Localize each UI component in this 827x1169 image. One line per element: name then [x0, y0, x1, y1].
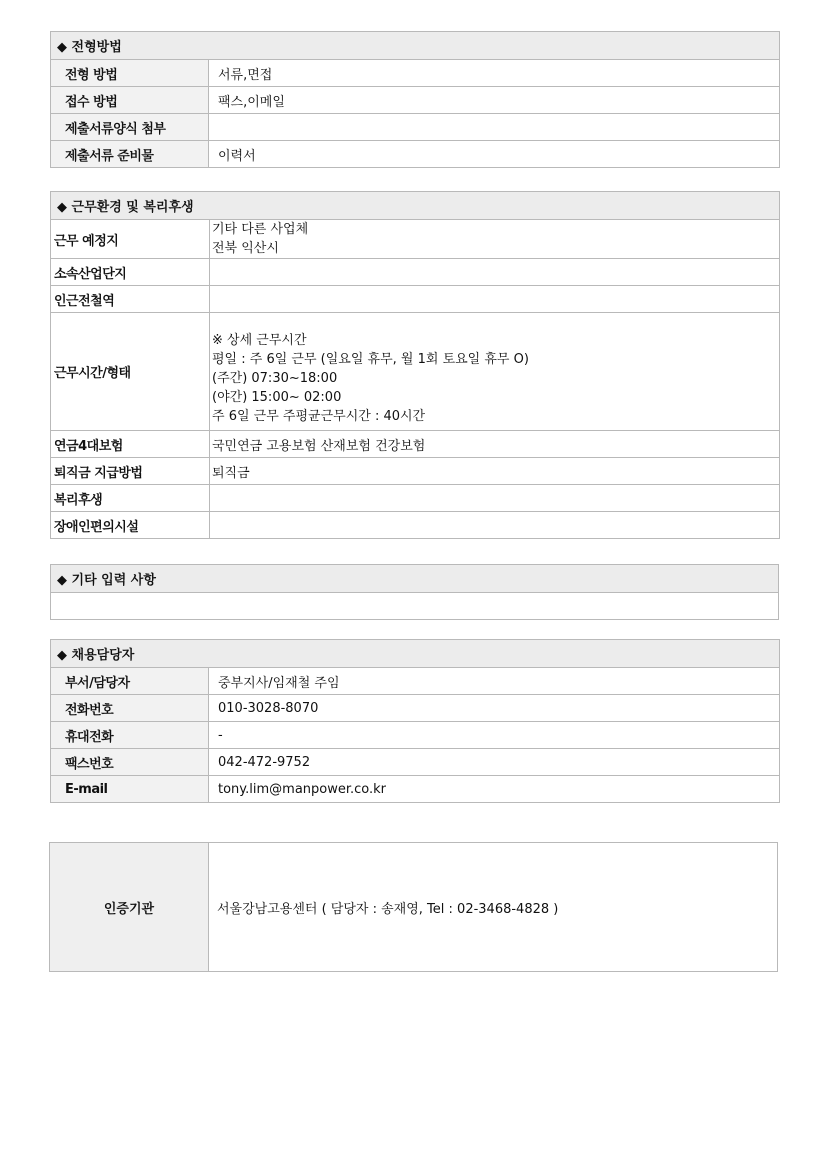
insurance-label: 연금4대보험	[51, 431, 210, 458]
nearby-station-label: 인근전철역	[51, 286, 210, 313]
document-form-label: 제출서류양식 첨부	[51, 114, 209, 141]
certification-label: 인증기관	[50, 843, 209, 972]
severance-label: 퇴직금 지급방법	[51, 458, 210, 485]
nearby-station-value	[210, 286, 780, 313]
email-label: E-mail	[51, 776, 209, 803]
work-hours-label: 근무시간/형태	[51, 313, 210, 431]
mobile-value: -	[209, 722, 780, 749]
department-label: 부서/담당자	[51, 668, 209, 695]
work-location-line: 전북 익산시	[212, 241, 279, 256]
welfare-value	[210, 485, 780, 512]
recruiter-contact-table	[50, 639, 780, 803]
insurance-value: 국민연금 고용보험 산재보험 건강보험	[210, 431, 780, 458]
fax-label: 팩스번호	[51, 749, 209, 776]
selection-method-table	[50, 31, 780, 168]
work-hours-line: (야간) 15:00~ 02:00	[212, 390, 342, 405]
other-section-header: ◆ 기타 입력 사항	[51, 565, 779, 593]
selection-method-label: 전형 방법	[51, 60, 209, 87]
other-info-value	[51, 593, 779, 620]
other-info-table	[50, 564, 779, 620]
work-location-label: 근무 예정지	[51, 220, 210, 259]
certification-table	[49, 842, 778, 972]
selection-method-value: 서류,면접	[209, 60, 780, 87]
email-value: tony.lim@manpower.co.kr	[209, 776, 780, 803]
contact-section-header: ◆ 채용담당자	[51, 640, 780, 668]
work-environment-table	[50, 191, 780, 539]
welfare-label: 복리후생	[51, 485, 210, 512]
work-hours-line: (주간) 07:30~18:00	[212, 371, 338, 386]
required-documents-label: 제출서류 준비물	[51, 141, 209, 168]
work-hours-line: ※ 상세 근무시간	[212, 333, 307, 348]
severance-value: 퇴직금	[210, 458, 780, 485]
industrial-complex-value	[210, 259, 780, 286]
work-location-line: 기타 다른 사업체	[212, 222, 309, 237]
certification-value: 서울강남고용센터 ( 담당자 : 송재영, Tel : 02-3468-4828 )	[209, 843, 778, 972]
phone-value: 010-3028-8070	[209, 695, 780, 722]
phone-label: 전화번호	[51, 695, 209, 722]
work-location-value	[210, 220, 780, 259]
selection-section-header: ◆ 전형방법	[51, 32, 780, 60]
work-hours-line: 주 6일 근무 주평균근무시간 : 40시간	[212, 409, 426, 424]
fax-value: 042-472-9752	[209, 749, 780, 776]
disability-facilities-value	[210, 512, 780, 539]
environment-section-header: ◆ 근무환경 및 복리후생	[51, 192, 780, 220]
document-form-value	[209, 114, 780, 141]
disability-facilities-label: 장애인편의시설	[51, 512, 210, 539]
mobile-label: 휴대전화	[51, 722, 209, 749]
application-method-value: 팩스,이메일	[209, 87, 780, 114]
department-value: 중부지사/임재철 주임	[209, 668, 780, 695]
application-method-label: 접수 방법	[51, 87, 209, 114]
required-documents-value: 이력서	[209, 141, 780, 168]
work-hours-value	[210, 313, 780, 431]
work-hours-line: 평일 : 주 6일 근무 (일요일 휴무, 월 1회 토요일 휴무 O)	[212, 352, 529, 367]
industrial-complex-label: 소속산업단지	[51, 259, 210, 286]
